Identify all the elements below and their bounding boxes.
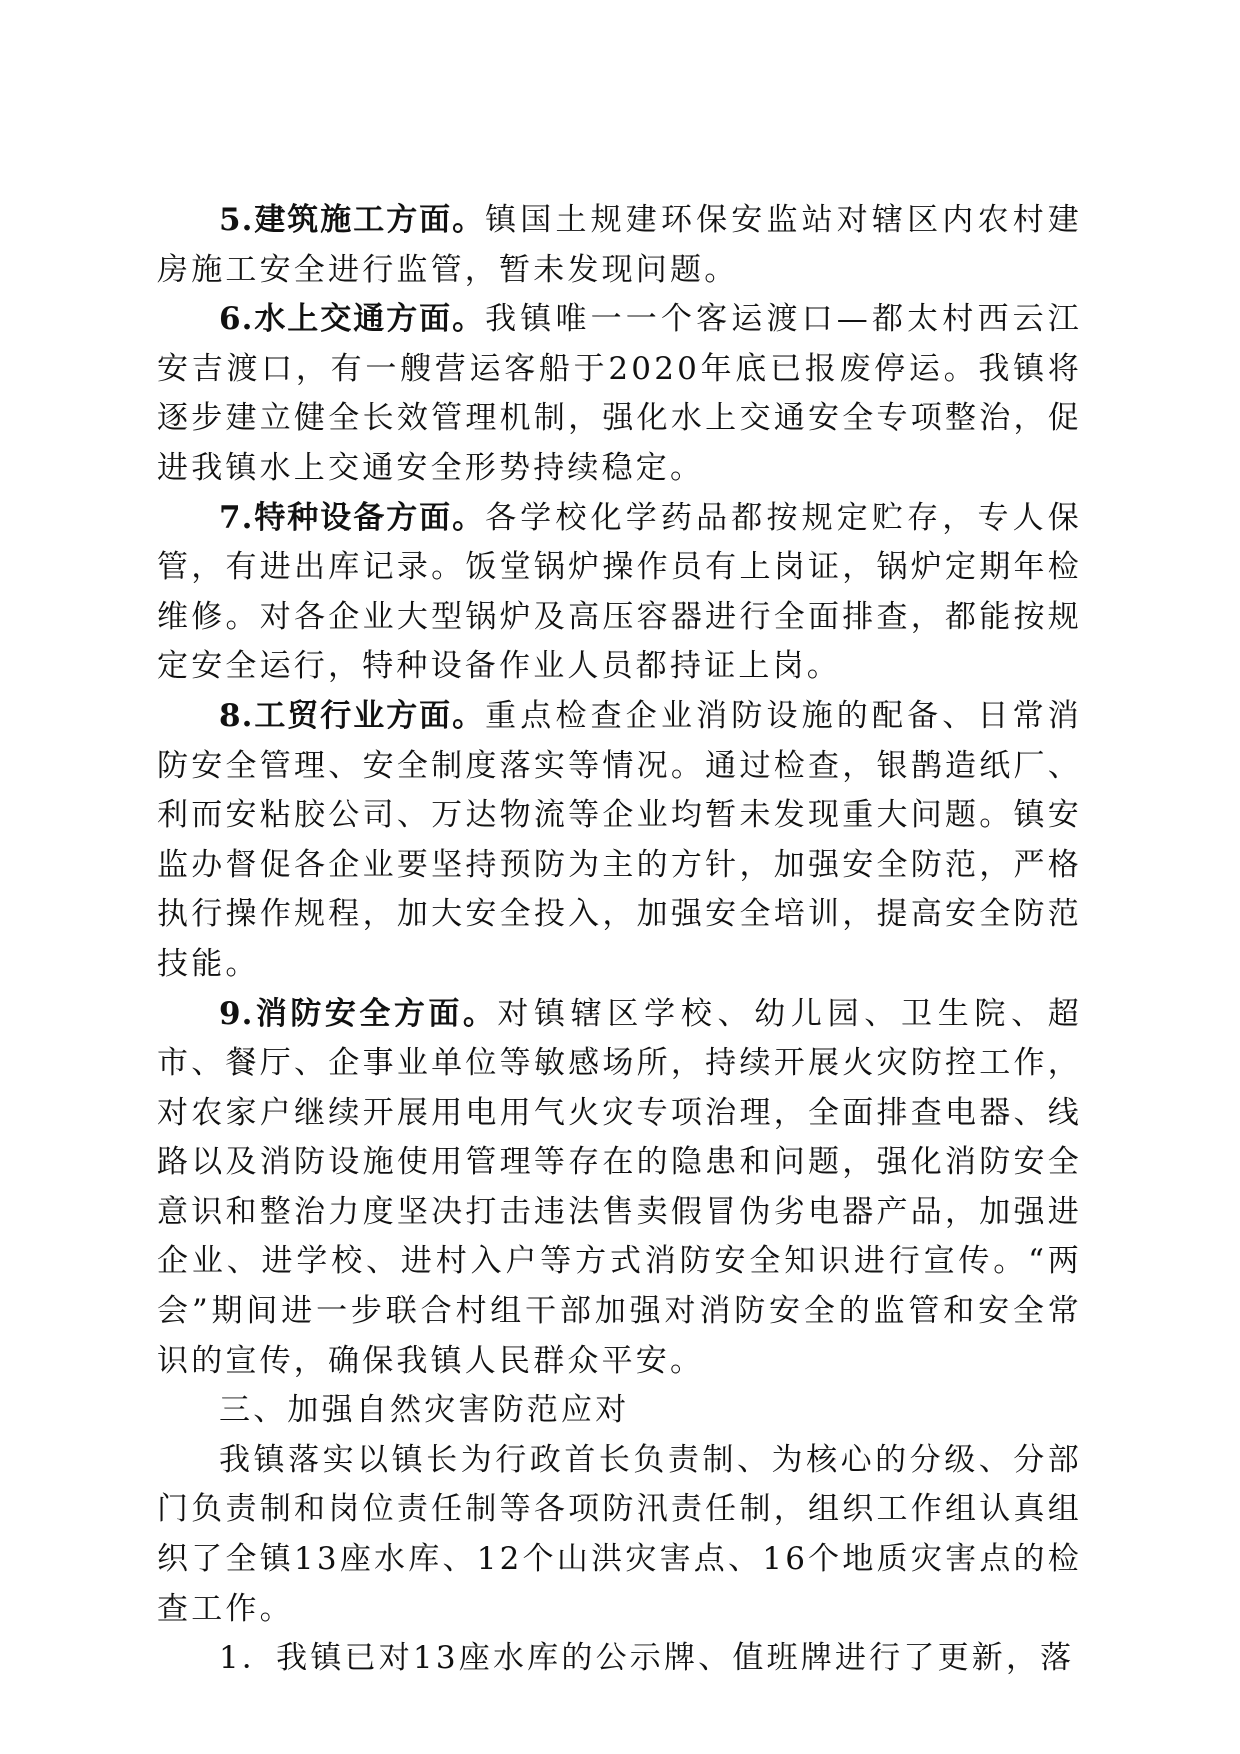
document-page (157, 196, 1082, 1684)
section-special-equipment (157, 494, 1082, 692)
section-body: 我镇唯一一个客运渡口—都太村西云江安吉渡口，有一艘营运客船于2020年底已报废停运。我镇将逐步建立健全长效管理机制，强化水上交通安全专项整治，促进我镇水上交通安全形势持续稳定。 (157, 301, 1082, 486)
section-body: 重点检查企业消防设施的配备、日常消防安全管理、安全制度落实等情况。通过检查，银鹊造纸厂、利而安粘胶公司、万达物流等企业均暂未发现重大问题。镇安监办督促各企业要坚持预防为主的方针，加强安全防范，严格执行操作规程，加大安全投入，加强安全培训，提高安全防范技能。 (157, 697, 1082, 982)
section-construction (157, 196, 1082, 295)
section-lead: 7.特种设备方面。 (219, 499, 486, 536)
section-lead: 6.水上交通方面。 (219, 301, 486, 338)
section-water-transport (157, 295, 1082, 493)
section-lead: 5.建筑施工方面。 (219, 202, 486, 238)
section-body: 镇国土规建环保安监站对辖区内农村建房施工安全进行监管，暂未发现问题。 (157, 202, 1082, 288)
heading-disaster-prevention: 三、加强自然灾害防范应对 (219, 1392, 630, 1429)
section-lead: 8.工贸行业方面。 (219, 697, 486, 734)
paragraph-item-1: 1．我镇已对13座水库的公示牌、值班牌进行了更新，落 (219, 1640, 1075, 1677)
section-fire-safety (157, 990, 1082, 1387)
section-body: 各学校化学药品都按规定贮存，专人保管，有进出库记录。饭堂锅炉操作员有上岗证，锅炉定期年检维修。对各企业大型锅炉及高压容器进行全面排查，都能按规定安全运行，特种设备作业人员都持证上岗。 (157, 499, 1082, 685)
section-industry-trade (157, 692, 1082, 990)
section-lead: 9.消防安全方面。 (219, 995, 498, 1032)
section-body: 对镇辖区学校、幼儿园、卫生院、超市、餐厅、企事业单位等敏感场所，持续开展火灾防控工作，对农家户继续开展用电用气火灾专项治理，全面排查电器、线路以及消防设施使用管理等存在的隐患和问题，强化消防安全意识和整治力度坚决打击违法售卖假冒伪劣电器产品，加强进企业、进学校、进村入户等方式消防安全知识进行宣传。“两会”期间进一步联合村组干部加强对消防安全的监管和安全常识的宣传，确保我镇人民群众平安。 (157, 995, 1082, 1379)
paragraph-intro: 我镇落实以镇长为行政首长负责制、为核心的分级、分部门负责制和岗位责任制等各项防汛责任制，组织工作组认真组织了全镇13座水库、12个山洪灾害点、16个地质灾害点的检查工作。 (157, 1441, 1082, 1627)
